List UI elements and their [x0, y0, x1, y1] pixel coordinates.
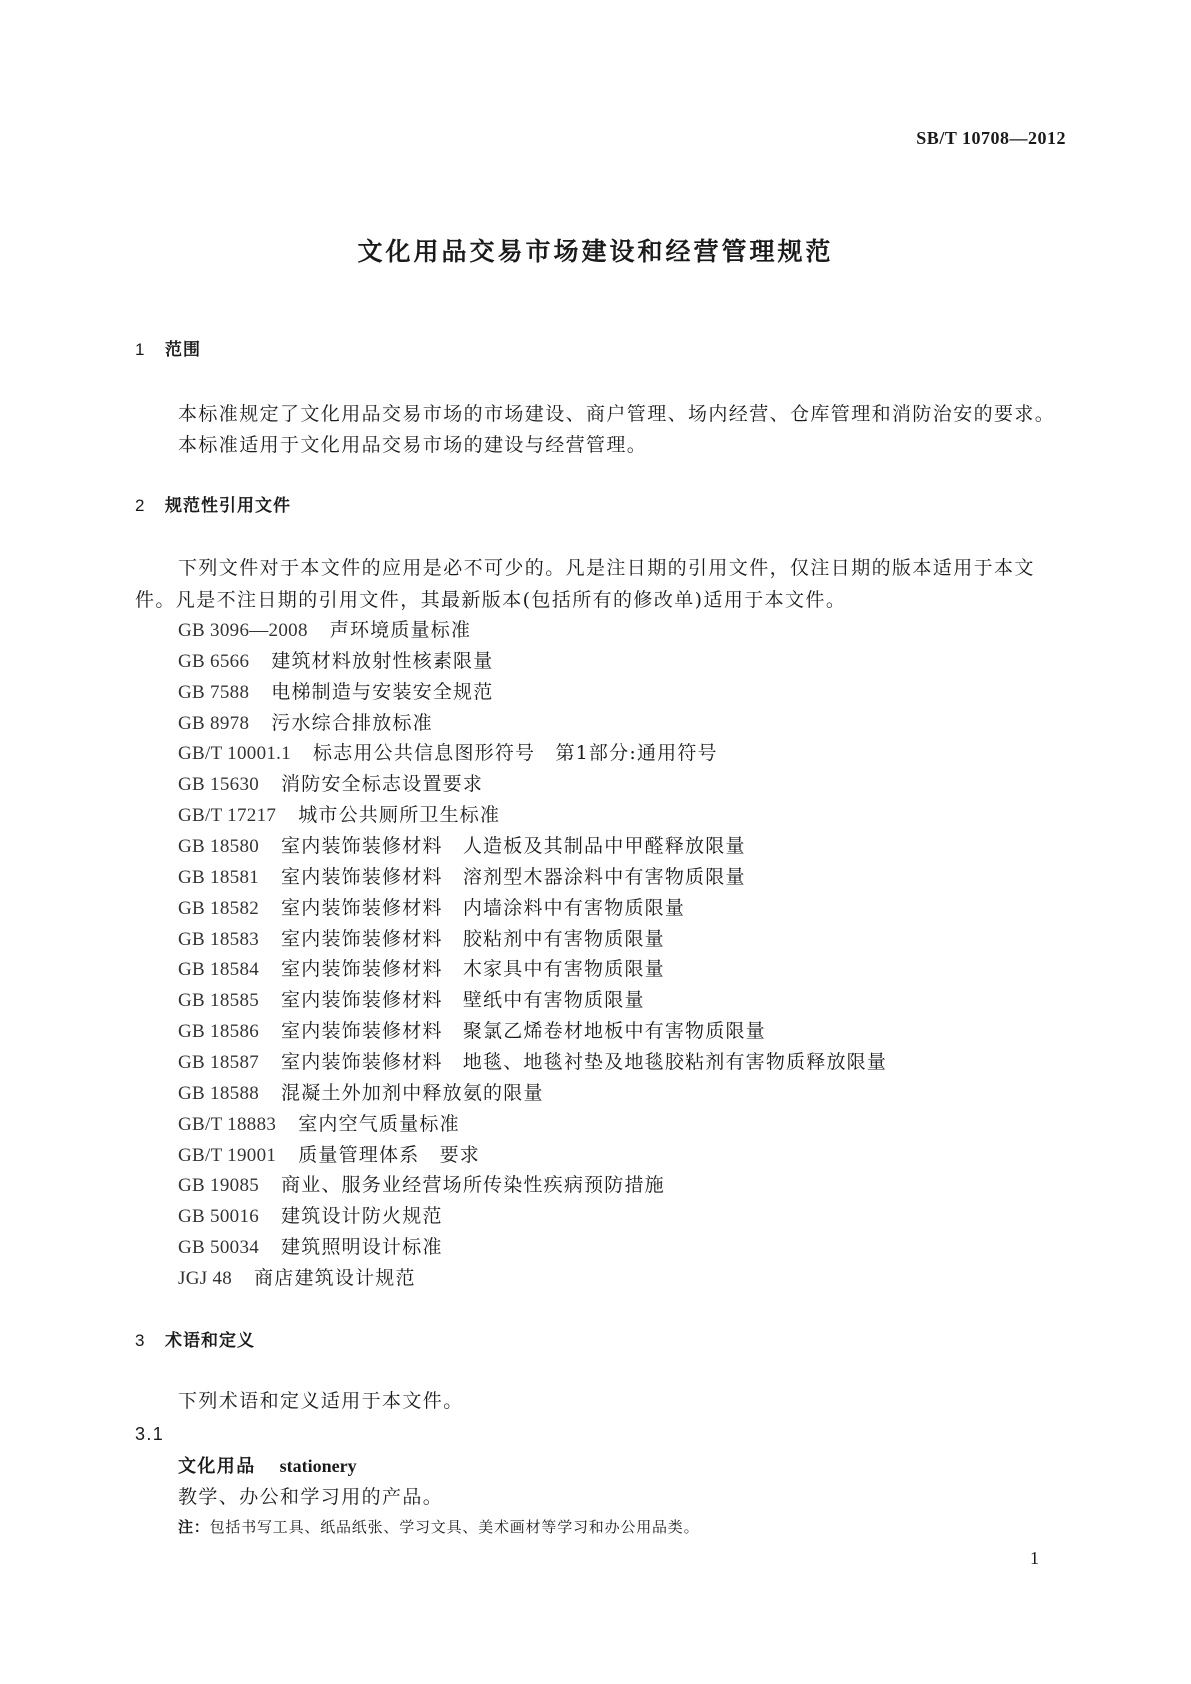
reference-item	[178, 677, 887, 708]
reference-list	[178, 615, 887, 1294]
reference-title: 污水综合排放标准	[271, 711, 433, 734]
reference-item	[178, 1078, 887, 1109]
reference-title: 商店建筑设计规范	[254, 1267, 416, 1290]
reference-title: 室内装饰装修材料 壁纸中有害物质限量	[281, 989, 645, 1012]
reference-title: 室内装饰装修材料 聚氯乙烯卷材地板中有害物质限量	[281, 1020, 766, 1043]
reference-item	[178, 769, 887, 800]
reference-item	[178, 1109, 887, 1140]
reference-code: GB 18587	[178, 1052, 260, 1074]
reference-item	[178, 954, 887, 985]
reference-code: GB/T 10001.1	[178, 743, 292, 765]
reference-item	[178, 708, 887, 739]
paragraph: 本标准规定了文化用品交易市场的市场建设、商户管理、场内经营、仓库管理和消防治安的要求。	[178, 403, 1056, 425]
term-definition: 教学、办公和学习用的产品。	[178, 1486, 444, 1508]
reference-title: 建筑材料放射性核素限量	[271, 649, 494, 672]
reference-title: 建筑照明设计标准	[281, 1236, 443, 1259]
reference-title: 室内装饰装修材料 木家具中有害物质限量	[281, 958, 665, 981]
reference-title: 室内空气质量标准	[298, 1112, 460, 1135]
reference-title: 商业、服务业经营场所传染性疾病预防措施	[281, 1174, 665, 1197]
reference-title: 质量管理体系 要求	[298, 1143, 480, 1166]
section-number: 1	[135, 340, 146, 359]
reference-item	[178, 1140, 887, 1171]
reference-item	[178, 893, 887, 924]
paragraph: 下列术语和定义适用于本文件。	[178, 1390, 464, 1412]
reference-item	[178, 615, 887, 646]
reference-title: 室内装饰装修材料 胶粘剂中有害物质限量	[281, 927, 665, 950]
term-note	[178, 1512, 699, 1542]
term-entry	[178, 1451, 357, 1481]
reference-item	[178, 800, 887, 831]
reference-code: GB 18584	[178, 959, 260, 981]
reference-title: 室内装饰装修材料 地毯、地毯衬垫及地毯胶粘剂有害物质释放限量	[281, 1051, 888, 1074]
note-text: 包括书写工具、纸品纸张、学习文具、美术画材等学习和办公用品类。	[209, 1518, 700, 1536]
reference-title: 城市公共厕所卫生标准	[298, 804, 501, 827]
section-heading-3	[135, 1326, 255, 1356]
reference-item	[178, 1232, 887, 1263]
section-title: 范围	[165, 340, 201, 360]
reference-item	[178, 1263, 887, 1294]
reference-item	[178, 738, 887, 769]
reference-code: GB 8978	[178, 712, 250, 734]
paragraph: 件。凡是不注日期的引用文件，其最新版本(包括所有的修改单)适用于本文件。	[135, 589, 847, 611]
reference-item	[178, 646, 887, 677]
term-chinese: 文化用品	[178, 1456, 256, 1477]
reference-code: GB 18583	[178, 928, 260, 950]
reference-title: 混凝土外加剂中释放氨的限量	[281, 1081, 544, 1104]
reference-title: 消防安全标志设置要求	[281, 773, 484, 796]
reference-code: GB 18586	[178, 1021, 260, 1043]
reference-code: GB/T 19001	[178, 1144, 277, 1166]
reference-title: 标志用公共信息图形符号 第1部分:通用符号	[313, 742, 718, 765]
reference-code: GB 7588	[178, 681, 250, 703]
reference-code: JGJ 48	[178, 1268, 233, 1290]
standard-number: SB/T 10708—2012	[916, 128, 1066, 148]
section-title: 规范性引用文件	[165, 496, 291, 516]
reference-item	[178, 924, 887, 955]
reference-item	[178, 1016, 887, 1047]
term-english: stationery	[279, 1456, 357, 1476]
note-label: 注：	[178, 1518, 210, 1536]
reference-code: GB/T 17217	[178, 805, 277, 827]
reference-title: 电梯制造与安装安全规范	[271, 680, 494, 703]
paragraph: 下列文件对于本文件的应用是必不可少的。凡是注日期的引用文件，仅注日期的版本适用于本文	[178, 557, 1035, 579]
clause-number: 3.1	[135, 1424, 165, 1444]
reference-code: GB 3096—2008	[178, 620, 308, 641]
document-title: 文化用品交易市场建设和经营管理规范	[357, 237, 834, 266]
reference-title: 建筑设计防火规范	[281, 1205, 443, 1228]
reference-code: GB 50016	[178, 1206, 260, 1228]
reference-item	[178, 1201, 887, 1232]
reference-code: GB 19085	[178, 1175, 260, 1197]
section-title: 术语和定义	[165, 1331, 255, 1351]
reference-item	[178, 1047, 887, 1078]
reference-title: 室内装饰装修材料 内墙涂料中有害物质限量	[281, 896, 686, 919]
reference-code: GB 18580	[178, 836, 260, 858]
reference-code: GB 6566	[178, 650, 250, 672]
reference-item	[178, 862, 887, 893]
reference-item	[178, 1170, 887, 1201]
reference-code: GB 18588	[178, 1082, 260, 1104]
reference-code: GB 50034	[178, 1237, 260, 1259]
section-number: 3	[135, 1331, 146, 1350]
reference-code: GB 18585	[178, 990, 260, 1012]
reference-code: GB 18582	[178, 897, 260, 919]
reference-item	[178, 831, 887, 862]
section-number: 2	[135, 496, 146, 515]
section-heading-1	[135, 335, 201, 365]
reference-code: GB 18581	[178, 866, 260, 888]
reference-item	[178, 985, 887, 1016]
page-number: 1	[1030, 1548, 1041, 1568]
reference-title: 室内装饰装修材料 溶剂型木器涂料中有害物质限量	[281, 865, 746, 888]
reference-code: GB/T 18883	[178, 1113, 277, 1135]
section-heading-2	[135, 491, 291, 521]
reference-title: 声环境质量标准	[329, 619, 472, 641]
reference-code: GB 15630	[178, 774, 260, 796]
paragraph: 本标准适用于文化用品交易市场的建设与经营管理。	[178, 434, 648, 456]
reference-title: 室内装饰装修材料 人造板及其制品中甲醛释放限量	[281, 835, 746, 858]
